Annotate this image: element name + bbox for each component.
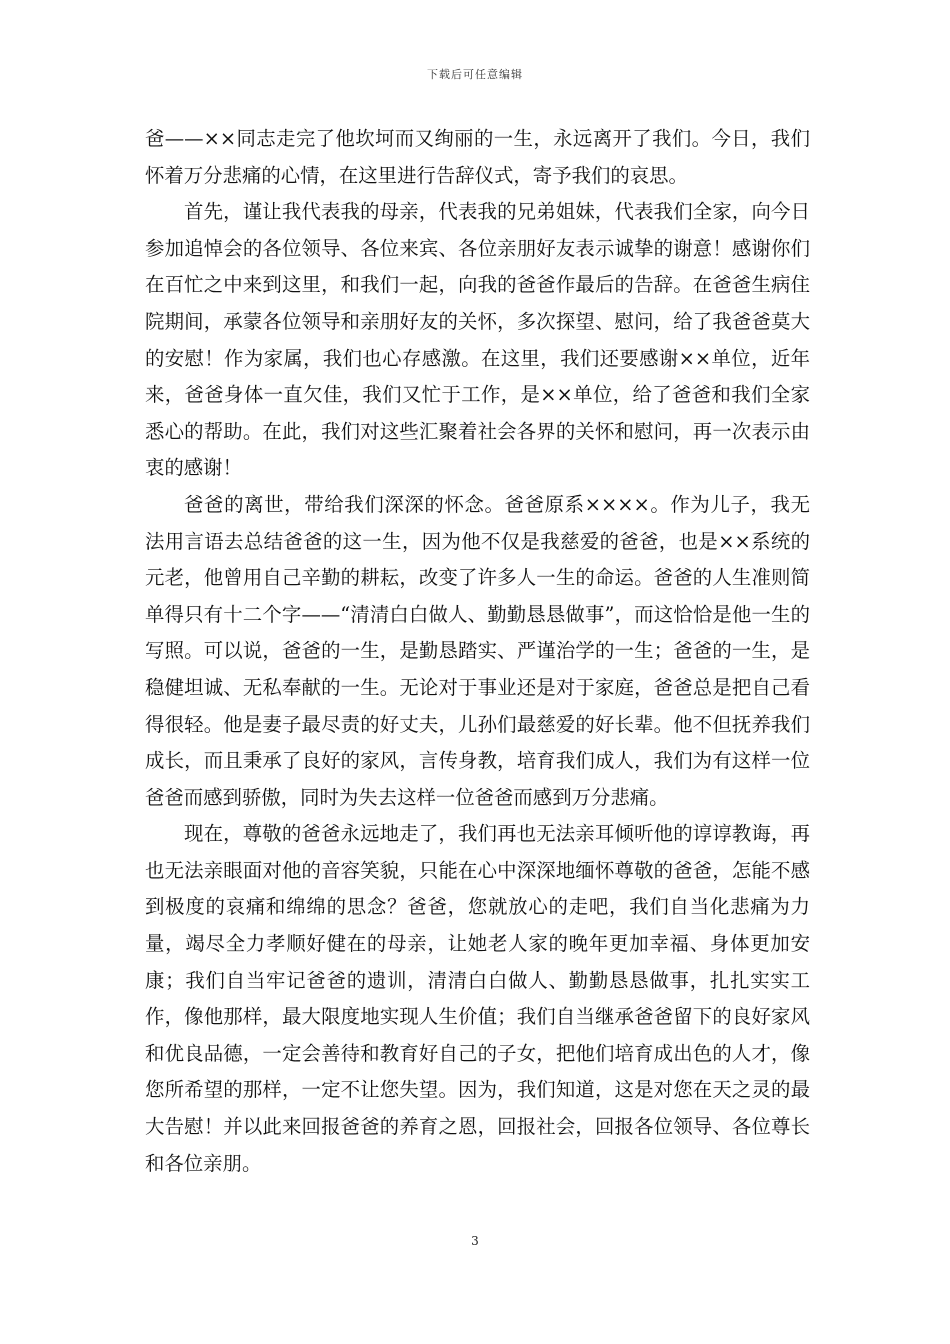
paragraph-continued: 爸——××同志走完了他坎坷而又绚丽的一生，永远离开了我们。今日，我们怀着万分悲痛的心情，在这里进行告辞仪式，寄予我们的哀思。 [145,127,810,187]
document-body [145,121,810,1182]
page-header: 下载后可任意编辑 [427,68,523,81]
paragraph-thanks: 首先，谨让我代表我的母亲，代表我的兄弟姐妹，代表我们全家，向今日参加追悼会的各位领导、各位来宾、各位亲朋好友表示诚挚的谢意！感谢你们在百忙之中来到这里，和我们一起，向我的爸爸作最后的告辞。在爸爸生病住院期间，承蒙各位领导和亲朋好友的关怀，多次探望、慰问，给了我爸爸莫大的安慰！作为家属，我们也心存感激。在这里，我们还要感谢××单位，近年来，爸爸身体一直欠佳，我们又忙于工作，是××单位，给了爸爸和我们全家悉心的帮助。在此，我们对这些汇聚着社会各界的关怀和慰问，再一次表示由衷的感谢！ [145,200,810,480]
paragraph-father-life: 爸爸的离世，带给我们深深的怀念。爸爸原系××××。作为儿子，我无法用言语去总结爸爸的这一生，因为他不仅是我慈爱的爸爸，也是××系统的元老，他曾用自己辛勤的耕耘，改变了许多人一生的命运。爸爸的人生准则简单得只有十二个字——“清清白白做人、勤勤恳恳做事”，而这恰恰是他一生的写照。可以说，爸爸的一生，是勤恳踏实、严谨治学的一生；爸爸的一生，是稳健坦诚、无私奉献的一生。无论对于事业还是对于家庭，爸爸总是把自己看得很轻。他是妻子最尽责的好丈夫，儿孙们最慈爱的好长辈。他不但抚养我们成长，而且秉承了良好的家风，言传身教，培育我们成人，我们为有这样一位爸爸而感到骄傲，同时为失去这样一位爸爸而感到万分悲痛。 [145,492,810,809]
page-number: 3 [471,1234,479,1248]
paragraph-farewell: 现在，尊敬的爸爸永远地走了，我们再也无法亲耳倾听他的谆谆教诲，再也无法亲眼面对他的音容笑貌，只能在心中深深地缅怀尊敬的爸爸，怎能不感到极度的哀痛和绵绵的思念？爸爸，您就放心的走吧，我们自当化悲痛为力量，竭尽全力孝顺好健在的母亲，让她老人家的晚年更加幸福、身体更加安康；我们自当牢记爸爸的遗训，清清白白做人、勤勤恳恳做事，扎扎实实工作，像他那样，最大限度地实现人生价值；我们自当继承爸爸留下的良好家风和优良品德，一定会善待和教育好自己的子女，把他们培育成出色的人才，像您所希望的那样，一定不让您失望。因为，我们知道，这是对您在天之灵的最大告慰！并以此来回报爸爸的养育之恩，回报社会，回报各位领导、各位尊长和各位亲朋。 [145,822,810,1175]
